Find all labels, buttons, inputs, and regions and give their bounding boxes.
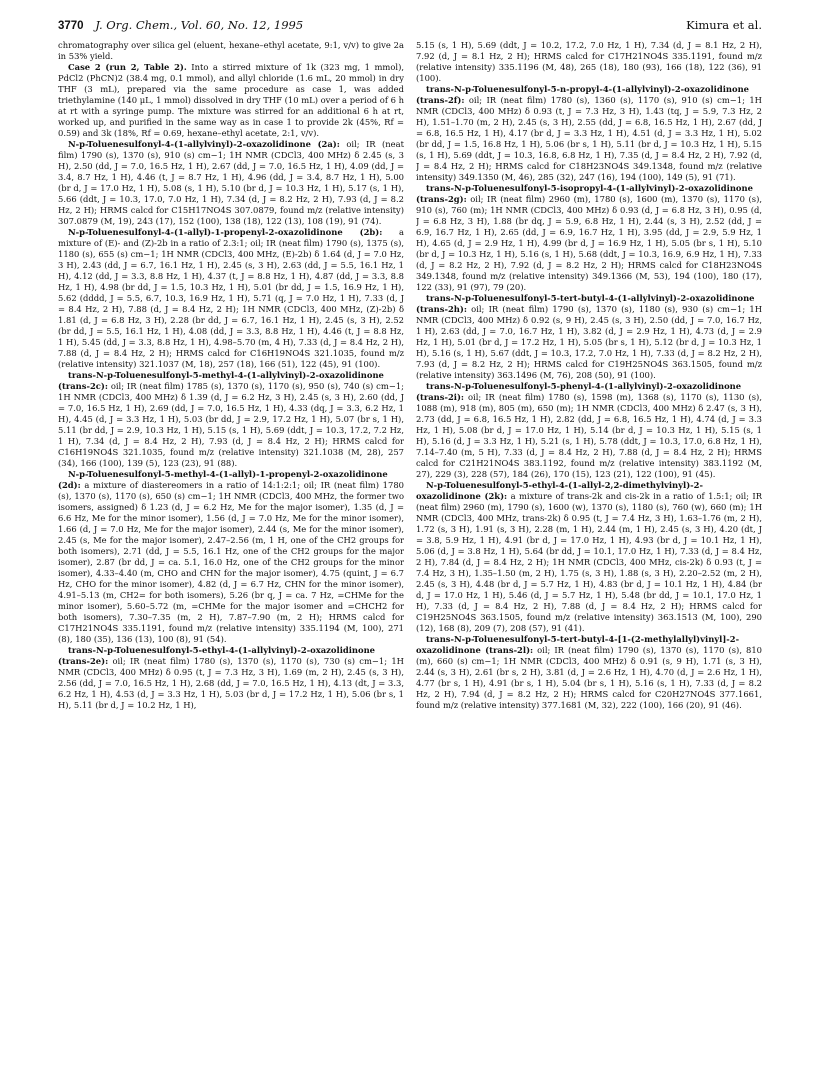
paragraph bbox=[416, 293, 762, 381]
paragraph-text: chromatography over silica gel (eluent, hexane–ethyl acetate, 9:1, v/v) to give 2a in 53% yield. bbox=[58, 40, 404, 61]
paragraph bbox=[58, 645, 404, 711]
paragraph bbox=[58, 370, 404, 469]
compound-heading: trans-N-p-Toluenesulfonyl-5-phenyl-4-(1-allylvinyl)-2-oxazolidinone (trans-2i): bbox=[416, 381, 742, 402]
paragraph bbox=[58, 40, 404, 62]
paragraph bbox=[416, 40, 762, 84]
paragraph-text: a mixture of (E)- and (Z)-2b in a ratio of 2.3:1; oil; IR (neat film) 1790 (s), 1375 (s), 1180 (s), 655 (s) cm−1; 1H NMR (CDCl3, 400 MHz, (E)-2b) δ 1.64 (d, J = 7.0 Hz, 3 H), 2.43 (dd, J = 6.7, 16.1 Hz, 1 H), 2.45 (s, 3 H), 2.63 (dd, J = 5.5, 16.1 Hz, 1 H), 4.12 (dd, J = 3.3, 8.8 Hz, 1 H), 4.37 (t, J = 8.8 Hz, 1 H), 4.87 (dd, J = 3.3, 8.8 Hz, 1 H), 4.98 (br dd, J = 1.5, 10.3 Hz, 1 H), 5.01 (br dd, J = 1.5, 16.9 Hz, 1 H), 5.62 (dddd, J = 5.5, 6.7, 10.3, 16.9 Hz, 1 H), 5.71 (q, J = 7.0 Hz, 1 H), 7.33 (d, J = 8.4 Hz, 2 H), 7.88 (d, J = 8.4 Hz, 2 H); 1H NMR (CDCl3, 400 MHz, (Z)-2b) δ 1.81 (d, J = 6.8 Hz, 3 H), 2.28 (br dd, J = 6.7, 16.1 Hz, 1 H), 2.45 (s, 3 H), 2.52 (br dd, J = 5.5, 16.1 Hz, 1 H), 4.08 (dd, J = 3.3, 8.8 Hz, 1 H), 4.46 (t, J = 8.8 Hz, 1 H), 5.45 (dd, J = 3.3, 8.8 Hz, 1 H), 4.98–5.70 (m, 4 H), 7.33 (d, J = 8.4 Hz, 2 H), 7.88 (d, J = 8.4 Hz, 2 H); HRMS calcd for C16H19NO4S 321.1035, found m/z (relative intensity) 321.1037 (M, 18), 257 (18), 166 (51), 122 (45), 91 (100). bbox=[58, 227, 404, 369]
paragraph bbox=[58, 62, 404, 139]
compound-heading: Case 2 (run 2, Table 2). bbox=[68, 62, 187, 72]
paragraph bbox=[58, 139, 404, 227]
compound-heading: trans-N-p-Toluenesulfonyl-5-tert-butyl-4-(1-allylvinyl)-2-oxazolidinone (trans-2h): bbox=[416, 293, 755, 314]
compound-heading: N-p-Toluenesulfonyl-5-methyl-4-(1-allyl)-1-propenyl-2-oxazolidinone (2d): bbox=[58, 469, 388, 490]
paragraph-text: oil; IR (neat film) 1790 (s), 1370 (s), 1170 (s), 810 (m), 660 (s) cm−1; 1H NMR (CDCl3, 400 MHz) δ 0.91 (s, 9 H), 1.71 (s, 3 H), 2.44 (s, 3 H), 2.61 (br s, 2 H), 3.81 (d, J = 2.6 Hz, 1 H), 4.70 (d, J = 2.6 Hz, 1 H), 4.77 (br s, 1 H), 4.91 (br s, 1 H), 5.04 (br s, 1 H), 5.16 (s, 1 H), 7.33 (d, J = 8.2 Hz, 2 H), 7.94 (d, J = 8.2 Hz, 2 H); HRMS calcd for C20H27NO4S 377.1661, found m/z (relative intensity) 377.1681 (M, 32), 222 (100), 166 (20), 91 (46). bbox=[416, 645, 762, 710]
paragraph bbox=[58, 227, 404, 370]
compound-heading: trans-N-p-Toluenesulfonyl-5-n-propyl-4-(1-allylvinyl)-2-oxazolidinone (trans-2f): bbox=[416, 84, 749, 105]
right-column bbox=[416, 40, 762, 1060]
compound-heading: trans-N-p-Toluenesulfonyl-5-tert-butyl-4-[1-(2-methylallyl)vinyl]-2-oxazolidinone (trans-2l): bbox=[416, 634, 740, 655]
paragraph-text: 5.15 (s, 1 H), 5.69 (ddt, J = 10.2, 17.2, 7.0 Hz, 1 H), 7.34 (d, J = 8.1 Hz, 2 H), 7.92 (d, J = 8.1 Hz, 2 H); HRMS calcd for C17H21NO4S 335.1191, found m/z (relative intensity) 335.1196 (M, 48), 265 (18), 180 (93), 166 (18), 122 (36), 91 (100). bbox=[416, 40, 762, 83]
compound-heading: N-p-Toluenesulfonyl-5-ethyl-4-(1-allyl-2,2-dimethylvinyl)-2-oxazolidinone (2k): bbox=[416, 480, 703, 501]
paragraph-text: oil; IR (neat film) 1790 (s), 1370 (s), 910 (s) cm−1; 1H NMR (CDCl3, 400 MHz) δ 2.45 (s, 3 H), 2.50 (dd, J = 7.0, 16.5 Hz, 1 H), 2.67 (dd, J = 7.0, 16.5 Hz, 1 H), 4.09 (dd, J = 3.4, 8.7 Hz, 1 H), 4.46 (t, J = 8.7 Hz, 1 H), 4.96 (dd, J = 3.4, 8.7 Hz, 1 H), 5.00 (br d, J = 17.0 Hz, 1 H), 5.08 (s, 1 H), 5.10 (br d, J = 10.3 Hz, 1 H), 5.17 (s, 1 H), 5.66 (ddt, J = 10.3, 17.0, 7.0 Hz, 1 H), 7.34 (d, J = 8.2 Hz, 2 H), 7.93 (d, J = 8.2 Hz, 2 H); HRMS calcd for C15H17NO4S 307.0879, found m/z (relative intensity) 307.0879 (M, 19), 243 (17), 152 (100), 138 (18), 122 (13), 108 (19), 91 (74). bbox=[58, 139, 404, 226]
paragraph-text: a mixture of trans-2k and cis-2k in a ratio of 1.5:1; oil; IR (neat film) 2960 (m), 1790 (s), 1600 (w), 1370 (s), 1180 (s), 760 (w), 660 (m); 1H NMR (CDCl3, 400 MHz, trans-2k) δ 0.95 (t, J = 7.4 Hz, 3 H), 1.63–1.76 (m, 2 H), 1.72 (s, 3 H), 1.91 (s, 3 H), 2.28 (m, 1 H), 2.44 (m, 1 H), 2.45 (s, 3 H), 4.20 (dt, J = 3.8, 5.9 Hz, 1 H), 4.91 (br d, J = 17.0 Hz, 1 H), 4.93 (br d, J = 10.1 Hz, 1 H), 5.06 (d, J = 3.8 Hz, 1 H), 5.64 (br dd, J = 10.1, 17.0 Hz, 1 H), 7.33 (d, J = 8.4 Hz, 2 H), 7.84 (d, J = 8.4 Hz, 2 H); 1H NMR (CDCl3, 400 MHz, cis-2k) δ 0.93 (t, J = 7.4 Hz, 3 H), 1.35–1.50 (m, 2 H), 1.75 (s, 3 H), 1.88 (s, 3 H), 2.20–2.52 (m, 2 H), 2.45 (s, 3 H), 4.48 (br d, J = 5.7 Hz, 1 H), 4.83 (br d, J = 10.1 Hz, 1 H), 4.84 (br d, J = 17.0 Hz, 1 H), 5.46 (d, J = 5.7 Hz, 1 H), 5.48 (br dd, J = 10.1, 17.0 Hz, 1 H), 7.33 (d, J = 8.4 Hz, 2 H), 7.88 (d, J = 8.4 Hz, 2 H); HRMS calcd for C19H25NO4S 363.1505, found m/z (relative intensity) 363.1513 (M, 100), 290 (12), 168 (8), 209 (7), 208 (57), 91 (41). bbox=[416, 491, 762, 633]
paragraph bbox=[416, 480, 762, 634]
paragraph-text: oil; IR (neat film) 2960 (m), 1780 (s), 1600 (m), 1370 (s), 1170 (s), 910 (s), 760 (m); 1H NMR (CDCl3, 400 MHz) δ 0.93 (d, J = 6.8 Hz, 3 H), 0.95 (d, J = 6.8 Hz, 3 H), 1.88 (br dq, J = 5.9, 6.8 Hz, 1 H), 2.44 (s, 3 H), 2.52 (dd, J = 6.9, 16.7 Hz, 1 H), 2.65 (dd, J = 6.9, 16.7 Hz, 1 H), 3.95 (dd, J = 2.9, 5.9 Hz, 1 H), 4.65 (d, J = 2.9 Hz, 1 H), 4.99 (br d, J = 16.9 Hz, 1 H), 5.05 (br s, 1 H), 5.10 (br d, J = 10.3 Hz, 1 H), 5.16 (s, 1 H), 5.68 (ddt, J = 10.3, 16.9, 6.9 Hz, 1 H), 7.33 (d, J = 8.2 Hz, 2 H), 7.92 (d, J = 8.2 Hz, 2 H); HRMS calcd for C18H23NO4S 349.1348, found m/z (relative intensity) 349.1366 (M, 53), 194 (100), 180 (17), 122 (33), 91 (97), 79 (20). bbox=[416, 194, 762, 292]
paragraph-text: oil; IR (neat film) 1790 (s), 1370 (s), 1180 (s), 930 (s) cm−1; 1H NMR (CDCl3, 400 MHz) δ 0.92 (s, 9 H), 2.45 (s, 3 H), 2.50 (dd, J = 7.0, 16.7 Hz, 1 H), 2.63 (dd, J = 7.0, 16.7 Hz, 1 H), 3.82 (d, J = 2.9 Hz, 1 H), 4.73 (d, J = 2.9 Hz, 1 H), 5.01 (br d, J = 17.2 Hz, 1 H), 5.05 (br s, 1 H), 5.12 (br d, J = 10.3 Hz, 1 H), 5.16 (s, 1 H), 5.67 (ddt, J = 10.3, 17.2, 7.0 Hz, 1 H), 7.33 (d, J = 8.2 Hz, 2 H), 7.93 (d, J = 8.2 Hz, 2 H); HRMS calcd for C19H25NO4S 363.1505, found m/z (relative intensity) 363.1496 (M, 76), 208 (50), 91 (100). bbox=[416, 304, 762, 380]
paragraph-text: oil; IR (neat film) 1780 (s), 1598 (m), 1368 (s), 1170 (s), 1130 (s), 1088 (m), 918 (m), 805 (m), 650 (m); 1H NMR (CDCl3, 400 MHz) δ 2.47 (s, 3 H), 2.73 (dd, J = 6.8, 16.5 Hz, 1 H), 2.82 (dd, J = 6.8, 16.5 Hz, 1 H), 4.74 (d, J = 3.3 Hz, 1 H), 5.08 (br d, J = 17.0 Hz, 1 H), 5.14 (br d, J = 10.3 Hz, 1 H), 5.15 (s, 1 H), 5.16 (d, J = 3.3 Hz, 1 H), 5.21 (s, 1 H), 5.78 (ddt, J = 10.3, 17.0, 6.8 Hz, 1 H), 7.14–7.40 (m, 5 H), 7.33 (d, J = 8.4 Hz, 2 H), 7.88 (d, J = 8.4 Hz, 2 H); HRMS calcd for C21H21NO4S 383.1192, found m/z (relative intensity) 383.1192 (M, 27), 229 (3), 228 (57), 184 (26), 170 (15), 123 (21), 122 (100), 91 (45). bbox=[416, 392, 762, 479]
paragraph-text: oil; IR (neat film) 1785 (s), 1370 (s), 1170 (s), 950 (s), 740 (s) cm−1; 1H NMR (CDCl3, 400 MHz) δ 1.39 (d, J = 6.2 Hz, 3 H), 2.45 (s, 3 H), 2.60 (dd, J = 7.0, 16.5 Hz, 1 H), 2.69 (dd, J = 7.0, 16.5 Hz, 1 H), 4.33 (dq, J = 3.3, 6.2 Hz, 1 H), 4.45 (d, J = 3.3 Hz, 1 H), 5.03 (br dd, J = 2.9, 17.2 Hz, 1 H), 5.07 (br s, 1 H), 5.11 (br dd, J = 2.9, 10.3 Hz, 1 H), 5.15 (s, 1 H), 5.69 (ddt, J = 10.3, 17.2, 7.2 Hz, 1 H), 7.34 (d, J = 8.4 Hz, 2 H), 7.93 (d, J = 8.4 Hz, 2 H); HRMS calcd for C16H19NO4S 321.1035, found m/z (relative intensity) 321.1038 (M, 28), 257 (34), 166 (100), 139 (5), 123 (23), 91 (88). bbox=[58, 381, 404, 468]
paragraph bbox=[416, 84, 762, 183]
author-header: Kimura et al. bbox=[686, 18, 762, 32]
paragraph bbox=[58, 469, 404, 645]
left-column bbox=[58, 40, 404, 1060]
paragraph bbox=[416, 381, 762, 480]
paragraph-text: a mixture of diastereomers in a ratio of 14:1:2:1; oil; IR (neat film) 1780 (s), 1370 (s), 1170 (s), 650 (s) cm−1; 1H NMR (CDCl3, 400 MHz, the former two isomers, assigned) δ 1.23 (d, J = 6.2 Hz, Me for the major isomer), 1.35 (d, J = 6.6 Hz, Me for the minor isomer), 1.56 (d, J = 7.0 Hz, Me for the minor isomer), 1.66 (d, J = 7.0 Hz, Me for the major isomer), 2.44 (s, Me for the minor isomer), 2.45 (s, Me for the major isomer), 2.47–2.56 (m, 1 H, one of the CH2 groups for both isomers), 2.71 (dd, J = 5.5, 16.1 Hz, one of the CH2 groups for the major isomer), 2.87 (br dd, J = ca. 5.1, 16.0 Hz, one of the CH2 groups for the minor isomer), 4.33–4.40 (m, CHO and CHN for the major isomer), 4.75 (quint, J = 6.7 Hz, CHO for the minor isomer), 4.82 (d, J = 6.7 Hz, CHN for the minor isomer), 4.91–5.13 (m, CH2= for both isomers), 5.26 (br q, J = ca. 7 Hz, =CHMe for the minor isomer), 5.60–5.72 (m, =CHMe for the major isomer and =CHCH2 for both isomers), 7.30–7.35 (m, 2 H), 7.87–7.90 (m, 2 H); HRMS calcd for C17H21NO4S 335.1191, found m/z (relative intensity) 335.1194 (M, 100), 271 (8), 180 (35), 136 (13), 100 (8), 91 (54). bbox=[58, 480, 404, 644]
paragraph bbox=[416, 183, 762, 293]
paragraph bbox=[416, 634, 762, 711]
compound-heading: trans-N-p-Toluenesulfonyl-5-isopropyl-4-(1-allylvinyl)-2-oxazolidinone (trans-2g): bbox=[416, 183, 753, 204]
page-number: 3770 bbox=[58, 20, 84, 32]
compound-heading: N-p-Toluenesulfonyl-4-(1-allyl)-1-propenyl-2-oxazolidinone (2b): bbox=[68, 227, 383, 237]
paragraph-text: oil; IR (neat film) 1780 (s), 1360 (s), 1170 (s), 910 (s) cm−1; 1H NMR (CDCl3, 400 MHz) δ 0.93 (t, J = 7.3 Hz, 3 H), 1.43 (tq, J = 5.9, 7.3 Hz, 2 H), 1.51–1.70 (m, 2 H), 2.45 (s, 3 H), 2.55 (dd, J = 6.8, 16.5 Hz, 1 H), 2.67 (dd, J = 6.8, 16.5 Hz, 1 H), 4.17 (br d, J = 3.3 Hz, 1 H), 4.51 (d, J = 3.3 Hz, 1 H), 5.02 (br dd, J = 1.5, 16.8 Hz, 1 H), 5.06 (br s, 1 H), 5.11 (br d, J = 10.3 Hz, 1 H), 5.15 (s, 1 H), 5.69 (ddt, J = 10.3, 16.8, 6.8 Hz, 1 H), 7.35 (d, J = 8.4 Hz, 2 H), 7.92 (d, J = 8.4 Hz, 2 H); HRMS calcd for C18H23NO4S 349.1348, found m/z (relative intensity) 349.1350 (M, 46), 285 (32), 247 (16), 194 (100), 149 (5), 91 (71). bbox=[416, 95, 762, 182]
journal-citation: J. Org. Chem., Vol. 60, No. 12, 1995 bbox=[95, 18, 304, 32]
compound-heading: trans-N-p-Toluenesulfonyl-5-methyl-4-(1-allylvinyl)-2-oxazolidinone (trans-2c): bbox=[58, 370, 384, 391]
running-header bbox=[58, 18, 762, 34]
compound-heading: trans-N-p-Toluenesulfonyl-5-ethyl-4-(1-allylvinyl)-2-oxazolidinone (trans-2e): bbox=[58, 645, 376, 666]
compound-heading: N-p-Toluenesulfonyl-4-(1-allylvinyl)-2-oxazolidinone (2a): bbox=[68, 139, 340, 149]
paragraph-text: oil; IR (neat film) 1780 (s), 1370 (s), 1170 (s), 730 (s) cm−1; 1H NMR (CDCl3, 400 MHz) δ 0.95 (t, J = 7.3 Hz, 3 H), 1.69 (m, 2 H), 2.45 (s, 3 H), 2.56 (dd, J = 7.0, 16.5 Hz, 1 H), 2.68 (dd, J = 7.0, 16.5 Hz, 1 H), 4.13 (dt, J = 3.3, 6.2 Hz, 1 H), 4.53 (d, J = 3.3 Hz, 1 H), 5.03 (br d, J = 17.2 Hz, 1 H), 5.06 (br s, 1 H), 5.11 (br d, J = 10.2 Hz, 1 H), bbox=[58, 656, 404, 710]
paragraph-text: Into a stirred mixture of 1k (323 mg, 1 mmol), PdCl2 (PhCN)2 (38.4 mg, 0.1 mmol), and allyl chloride (1.6 mL, 20 mmol) in dry THF (3 mL), prepared via the same procedure as case 1, was added triethylamine (140 μL, 1 mmol) dissolved in dry THF (10 mL) over a period of 6 h at rt with a syringe pump. The mixture was stirred for an additional 6 h at rt, worked up, and purified in the same way as in case 1 to provide 2k (45%, Rf = 0.59) and 3k (18%, Rf = 0.69, hexane–ethyl acetate, 2:1, v/v). bbox=[58, 62, 404, 138]
